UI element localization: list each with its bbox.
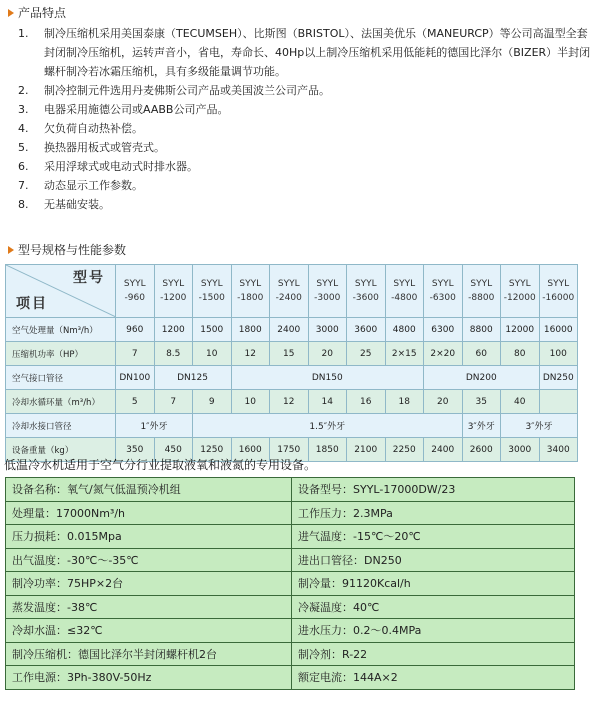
model-header-cell: SYYL -12000: [501, 265, 540, 318]
spec-cell: DN150: [231, 366, 424, 390]
feature-item: [18, 157, 593, 176]
device-cell: 进出口管径：DN250: [292, 548, 575, 572]
spec-cell: 20: [424, 390, 463, 414]
model-header-cell: SYYL -16000: [539, 265, 578, 318]
feature-text: 无基础安装。: [44, 198, 110, 211]
spec-cell: 2×20: [424, 342, 463, 366]
spec-cell: 10: [193, 342, 232, 366]
feature-number: 3.: [18, 103, 29, 116]
spec-cell: 3″外牙: [501, 414, 578, 438]
device-row: [6, 666, 575, 690]
spec-cell: 35: [462, 390, 501, 414]
device-cell: 工作电源：3Ph-380V-50Hz: [6, 666, 292, 690]
feature-number: 6.: [18, 160, 29, 173]
spec-cell: 1850: [308, 438, 347, 462]
feature-text: 换热器用板式或管壳式。: [44, 141, 165, 154]
spec-row: [6, 414, 578, 438]
model-header-cell: SYYL -8800: [462, 265, 501, 318]
feature-item: [18, 138, 593, 157]
model-header-cell: SYYL -2400: [270, 265, 309, 318]
feature-number: 8.: [18, 198, 29, 211]
feature-item: [18, 176, 593, 195]
feature-number: 5.: [18, 141, 29, 154]
device-cell: 制冷量：91120Kcal/h: [292, 572, 575, 596]
device-cell: 制冷压缩机：德国比泽尔半封闭螺杆机2台: [6, 642, 292, 666]
spec-cell: 16: [347, 390, 386, 414]
spec-cell: 12000: [501, 318, 540, 342]
spec-cell: 6300: [424, 318, 463, 342]
spec-cell: 80: [501, 342, 540, 366]
model-header-cell: SYYL -1500: [193, 265, 232, 318]
feature-number: 1.: [18, 27, 29, 40]
feature-text: 动态显示工作参数。: [44, 179, 143, 192]
device-cell: 工作压力：2.3MPa: [292, 501, 575, 525]
spec-row: [6, 390, 578, 414]
features-title-text: 产品特点: [18, 6, 67, 20]
spec-cell: 2250: [385, 438, 424, 462]
header-item-label: 项目: [16, 296, 48, 312]
spec-cell: 12: [270, 390, 309, 414]
spec-row: [6, 318, 578, 342]
spec-cell: 2400: [424, 438, 463, 462]
device-row: [6, 595, 575, 619]
feature-number: 2.: [18, 84, 29, 97]
model-header-cell: SYYL -3000: [308, 265, 347, 318]
spec-row-label: 冷却水接口管径: [6, 414, 116, 438]
model-header-cell: SYYL -3600: [347, 265, 386, 318]
spec-cell: 100: [539, 342, 578, 366]
spec-cell: 9: [193, 390, 232, 414]
device-cell: 蒸发温度：-38℃: [6, 595, 292, 619]
spec-cell: 3400: [539, 438, 578, 462]
device-cell: 额定电流：144A×2: [292, 666, 575, 690]
spec-corner-cell: [6, 265, 116, 318]
spec-cell: 960: [116, 318, 155, 342]
device-row: [6, 572, 575, 596]
spec-cell: 7: [154, 390, 193, 414]
spec-cell: 1600: [231, 438, 270, 462]
spec-row-label: 压缩机功率（HP）: [6, 342, 116, 366]
spec-row: [6, 366, 578, 390]
feature-item: [18, 81, 593, 100]
spec-cell: 25: [347, 342, 386, 366]
spec-cell: 2600: [462, 438, 501, 462]
spec-cell: 12: [231, 342, 270, 366]
spec-cell: DN250: [539, 366, 578, 390]
device-row: [6, 501, 575, 525]
device-table: [5, 477, 575, 690]
orange-triangle-icon: [8, 246, 14, 254]
spec-cell: 1250: [193, 438, 232, 462]
model-header-cell: SYYL -1200: [154, 265, 193, 318]
spec-cell: 3″外牙: [462, 414, 501, 438]
device-row: [6, 548, 575, 572]
spec-cell: 2400: [270, 318, 309, 342]
spec-row-label: 设备重量（kg）: [6, 438, 116, 462]
feature-number: 4.: [18, 122, 29, 135]
spec-cell: 3000: [308, 318, 347, 342]
feature-number: 7.: [18, 179, 29, 192]
spec-cell: 8.5: [154, 342, 193, 366]
spec-cell: [539, 390, 578, 414]
device-row: [6, 478, 575, 502]
spec-cell: 1.5″外牙: [193, 414, 463, 438]
spec-cell: DN200: [424, 366, 540, 390]
section-spec-title: [8, 241, 126, 258]
model-header-cell: SYYL -6300: [424, 265, 463, 318]
spec-cell: 15: [270, 342, 309, 366]
feature-item: [18, 24, 593, 81]
device-cell: 压力损耗：0.015Mpa: [6, 525, 292, 549]
spec-cell: 1750: [270, 438, 309, 462]
spec-cell: 1200: [154, 318, 193, 342]
device-cell: 设备型号：SYYL-17000DW/23: [292, 478, 575, 502]
spec-cell: DN125: [154, 366, 231, 390]
spec-cell: 350: [116, 438, 155, 462]
section-features-title: [8, 4, 66, 21]
feature-item: [18, 100, 593, 119]
spec-cell: 1″外牙: [116, 414, 193, 438]
feature-text: 欠负荷自动热补偿。: [44, 122, 143, 135]
device-cell: 冷凝温度：40℃: [292, 595, 575, 619]
spec-cell: 2×15: [385, 342, 424, 366]
header-model-label: 型号: [73, 270, 105, 286]
device-row: [6, 525, 575, 549]
spec-cell: 450: [154, 438, 193, 462]
spec-cell: 1800: [231, 318, 270, 342]
spec-cell: 7: [116, 342, 155, 366]
device-cell: 设备名称：氧气/氮气低温预冷机组: [6, 478, 292, 502]
feature-text: 电器采用施德公司或AABB公司产品。: [44, 103, 229, 116]
model-header-cell: SYYL -4800: [385, 265, 424, 318]
device-cell: 进气温度：-15℃～20℃: [292, 525, 575, 549]
feature-item: [18, 195, 593, 214]
device-cell: 处理量：17000Nm³/h: [6, 501, 292, 525]
spec-cell: 5: [116, 390, 155, 414]
features-list: [18, 24, 593, 214]
spec-cell: DN100: [116, 366, 155, 390]
feature-item: [18, 119, 593, 138]
application-note: 低温冷水机适用于空气分行业提取液氧和液氮的专用设备。: [4, 458, 317, 472]
spec-cell: 40: [501, 390, 540, 414]
spec-cell: 8800: [462, 318, 501, 342]
orange-triangle-icon: [8, 9, 14, 17]
device-cell: 冷却水温：≤32℃: [6, 619, 292, 643]
spec-cell: 3000: [501, 438, 540, 462]
spec-cell: 3600: [347, 318, 386, 342]
spec-cell: 16000: [539, 318, 578, 342]
device-row: [6, 642, 575, 666]
feature-text: 制冷控制元件选用丹麦佛斯公司产品或美国波兰公司产品。: [44, 84, 330, 97]
spec-row-label: 空气接口管径: [6, 366, 116, 390]
spec-title-text: 型号规格与性能参数: [18, 243, 127, 257]
model-header-cell: SYYL -1800: [231, 265, 270, 318]
device-cell: 制冷功率：75HP×2台: [6, 572, 292, 596]
spec-header-row: [6, 265, 578, 318]
device-cell: 出气温度：-30℃～-35℃: [6, 548, 292, 572]
spec-row-label: 空气处理量（Nm³/h）: [6, 318, 116, 342]
spec-cell: 10: [231, 390, 270, 414]
model-header-cell: SYYL -960: [116, 265, 155, 318]
spec-cell: 2100: [347, 438, 386, 462]
spec-cell: 60: [462, 342, 501, 366]
spec-cell: 18: [385, 390, 424, 414]
spec-cell: 4800: [385, 318, 424, 342]
feature-text: 制冷压缩机采用美国泰康（TECUMSEH）、比斯图（BRISTOL）、法国美优乐（MANEURCP）等公司高温型全套封闭制冷压缩机，运转声音小，省电，寿命长、40Hp以上制冷压缩机采用低能耗的德国比泽尔（BIZER）半封闭螺杆制冷若冰霜压缩机，具有多级能量调节功能。: [44, 27, 591, 78]
spec-row: [6, 342, 578, 366]
spec-cell: 1500: [193, 318, 232, 342]
spec-table: [5, 264, 578, 462]
spec-cell: 20: [308, 342, 347, 366]
device-cell: 进水压力：0.2～0.4MPa: [292, 619, 575, 643]
spec-cell: 14: [308, 390, 347, 414]
spec-row-label: 冷却水循环量（m³/h）: [6, 390, 116, 414]
feature-text: 采用浮球式或电动式时排水器。: [44, 160, 198, 173]
device-row: [6, 619, 575, 643]
device-cell: 制冷剂：R-22: [292, 642, 575, 666]
